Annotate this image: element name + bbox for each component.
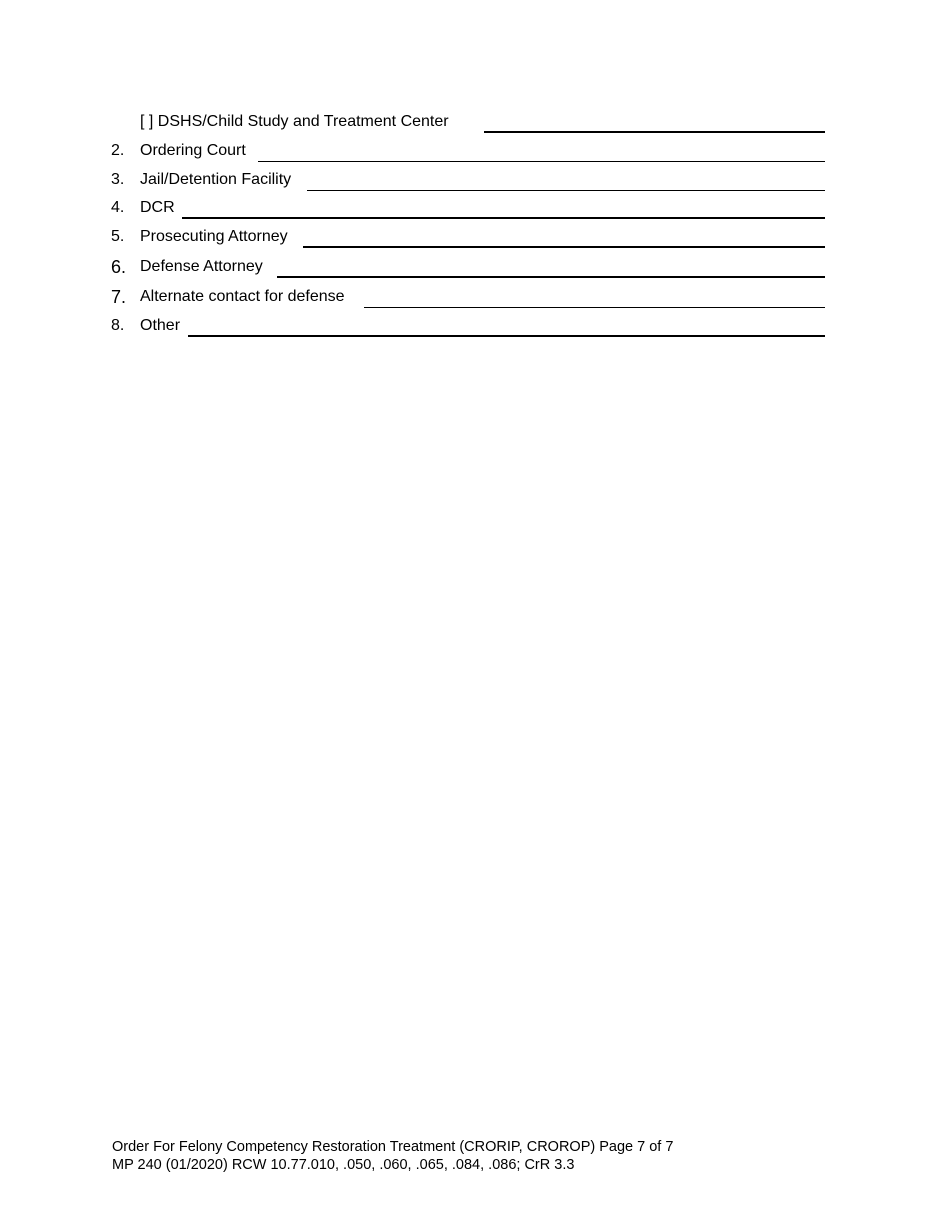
footer-form-title: Order For Felony Competency Restoration Treatment (CRORIP, CROROP) Page 7 of 7 — [112, 1139, 674, 1155]
item-number: 4. — [111, 199, 125, 216]
other-label: Other — [140, 317, 181, 334]
dcr-blank-line[interactable] — [182, 217, 825, 219]
item-number: 2. — [111, 142, 125, 159]
other-row — [0, 315, 950, 337]
dcr-row — [0, 197, 950, 219]
item-number: 8. — [111, 317, 125, 334]
item-number: 7. — [111, 287, 127, 307]
jail-facility-label: Jail/Detention Facility — [140, 171, 292, 188]
dshs-row — [0, 111, 950, 133]
ordering-court-label: Ordering Court — [140, 142, 246, 159]
prosecuting-attorney-label: Prosecuting Attorney — [140, 228, 288, 245]
page-footer — [112, 1138, 673, 1174]
jail-facility-blank-line[interactable] — [307, 190, 825, 191]
defense-attorney-blank-line[interactable] — [277, 276, 825, 278]
alternate-contact-label: Alternate contact for defense — [140, 288, 345, 305]
alternate-contact-blank-line[interactable] — [364, 307, 825, 308]
item-number: 5. — [111, 228, 125, 245]
item-number: 6. — [111, 257, 127, 277]
ordering-court-blank-line[interactable] — [258, 161, 825, 162]
ordering-court-row — [0, 140, 950, 162]
prosecuting-attorney-blank-line[interactable] — [303, 246, 825, 248]
dshs-checkbox-label[interactable]: [ ] DSHS/Child Study and Treatment Center — [140, 113, 449, 130]
footer-form-citation: MP 240 (01/2020) RCW 10.77.010, .050, .060, .065, .084, .086; CrR 3.3 — [112, 1157, 575, 1173]
alternate-contact-row — [0, 286, 950, 308]
dshs-blank-line[interactable] — [484, 131, 825, 133]
defense-attorney-label: Defense Attorney — [140, 258, 263, 275]
defense-attorney-row — [0, 256, 950, 278]
item-number: 3. — [111, 171, 125, 188]
other-blank-line[interactable] — [188, 335, 825, 337]
prosecuting-attorney-row — [0, 226, 950, 248]
dcr-label: DCR — [140, 199, 175, 216]
jail-facility-row — [0, 169, 950, 191]
